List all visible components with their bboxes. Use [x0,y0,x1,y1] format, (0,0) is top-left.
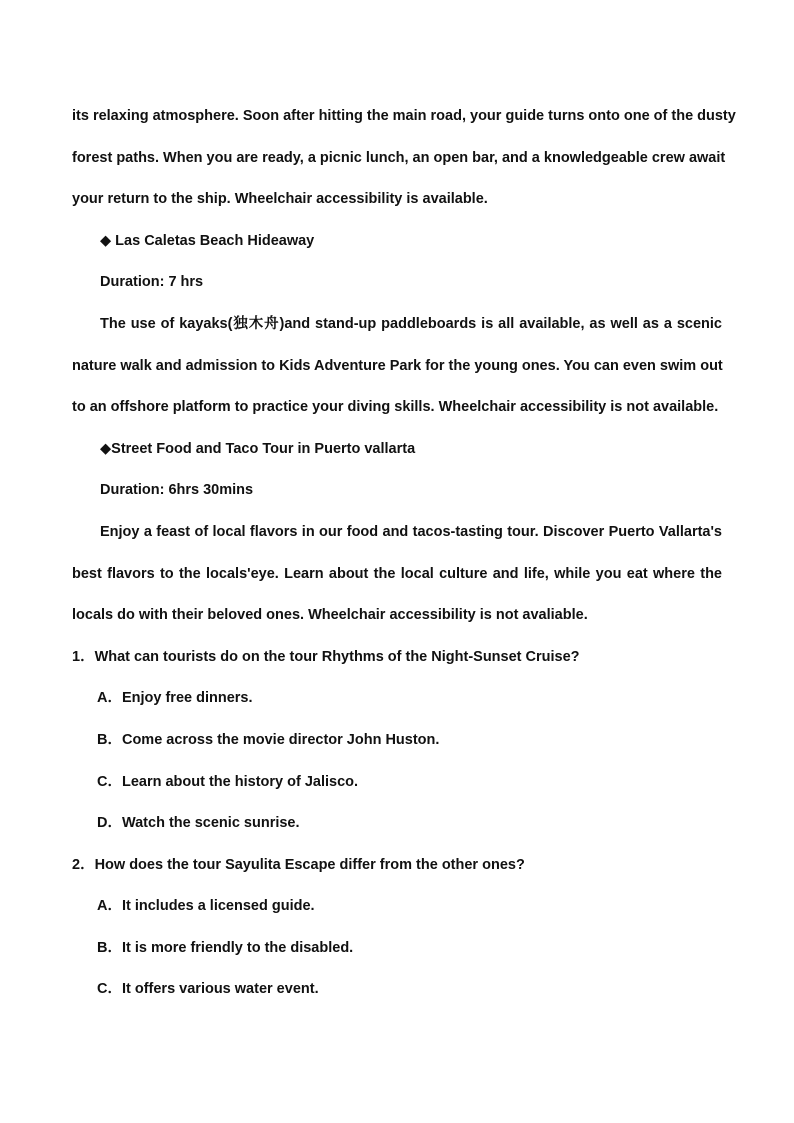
question-stem: 1．What can tourists do on the tour Rhythms of the Night-Sunset Cruise? [72,648,580,665]
tour-heading: ◆Street Food and Taco Tour in Puerto vallarta [100,440,416,457]
passage-line: locals do with their beloved ones. Wheelchair accessibility is not avaliable. [72,607,588,624]
passage-line: forest paths. When you are ready, a picnic lunch, an open bar, and a knowledgeable crew await [72,149,726,166]
answer-option: B．It is more friendly to the disabled. [97,939,354,956]
passage-line: your return to the ship. Wheelchair accessibility is available. [72,191,488,208]
passage-line: The use of kayaks(独木舟)and stand-up paddleboards is all available, as well as a scenic [100,315,722,332]
answer-option: C．Learn about the history of Jalisco. [97,773,359,790]
question-stem: 2．How does the tour Sayulita Escape differ from the other ones? [72,856,525,873]
tour-duration: Duration: 7 hrs [100,274,204,291]
answer-option: A．It includes a licensed guide. [97,898,315,915]
passage-line: nature walk and admission to Kids Adventure Park for the young ones. You can even swim out [72,357,723,374]
document-page [72,96,736,1011]
answer-option: D．Watch the scenic sunrise. [97,815,300,832]
tour-duration: Duration: 6hrs 30mins [100,482,254,499]
passage-line: Enjoy a feast of local flavors in our food and tacos-tasting tour. Discover Puerto Vallarta's [100,523,722,540]
passage-line: best flavors to the locals'eye. Learn about the local culture and life, while you eat where the [72,565,722,582]
answer-option: C．It offers various water event. [97,981,319,998]
passage-line: to an offshore platform to practice your diving skills. Wheelchair accessibility is not available. [72,399,719,416]
passage-line: its relaxing atmosphere. Soon after hitting the main road, your guide turns onto one of the dusty [72,108,736,124]
answer-option: A．Enjoy free dinners. [97,690,253,707]
tour-heading: ◆ Las Caletas Beach Hideaway [100,232,315,249]
answer-option: B．Come across the movie director John Huston. [97,731,440,748]
